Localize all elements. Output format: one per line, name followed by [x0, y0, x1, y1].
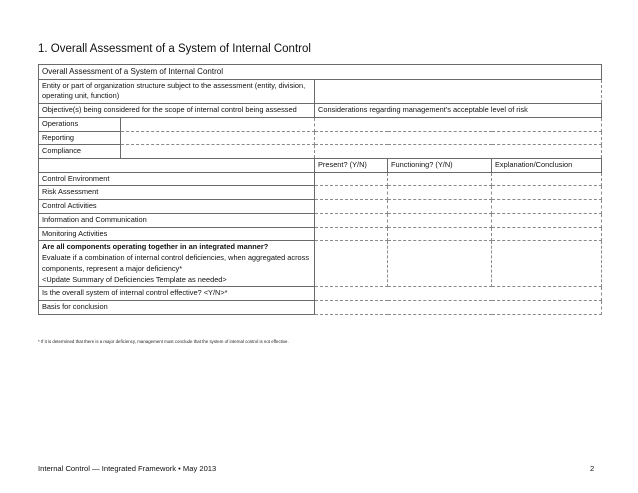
basis-row: [39, 301, 602, 315]
integrated-cell: [39, 241, 315, 287]
present-field[interactable]: [315, 172, 388, 186]
functioning-field[interactable]: [388, 213, 492, 227]
objective-row: [39, 117, 602, 131]
objective-field-compliance[interactable]: [121, 145, 315, 159]
integrated-explanation-field[interactable]: [492, 241, 602, 287]
component-label: Monitoring Activities: [39, 227, 315, 241]
consideration-field-compliance[interactable]: [315, 145, 602, 159]
entity-label: Entity or part of organization structure subject to the assessment (entity, division, operating unit, function): [39, 79, 315, 103]
objective-label: Operations: [39, 117, 121, 131]
present-field[interactable]: [315, 186, 388, 200]
objective-label: Reporting: [39, 131, 121, 145]
functioning-field[interactable]: [388, 186, 492, 200]
entity-field[interactable]: [315, 79, 602, 103]
considerations-label: Considerations regarding management’s acceptable level of risk: [315, 104, 602, 118]
objective-field-operations[interactable]: [121, 117, 315, 131]
functioning-field[interactable]: [388, 200, 492, 214]
present-field[interactable]: [315, 227, 388, 241]
present-field[interactable]: [315, 213, 388, 227]
functioning-field[interactable]: [388, 227, 492, 241]
objective-field-reporting[interactable]: [121, 131, 315, 145]
consideration-field-operations[interactable]: [315, 117, 602, 131]
footnote: * If it is determined that there is a major deficiency, management must conclude that the system of internal control is not effective.: [38, 339, 289, 344]
component-row: [39, 213, 602, 227]
component-label: Risk Assessment: [39, 186, 315, 200]
effective-field[interactable]: [315, 287, 602, 301]
objective-row: [39, 145, 602, 159]
column-header-row: [39, 159, 602, 173]
consideration-field-reporting[interactable]: [315, 131, 602, 145]
integrated-placeholder: <Update Summary of Deficiencies Template as needed>: [42, 274, 227, 284]
table-header-row: [39, 65, 602, 80]
integrated-row: [39, 241, 602, 287]
assessment-table: [38, 64, 602, 315]
page-number: 2: [590, 464, 595, 473]
integrated-text: Evaluate if a combination of internal control deficiencies, when aggregated across components, represent a major deficiency*: [42, 253, 310, 273]
column-header-functioning: Functioning? (Y/N): [388, 159, 492, 173]
integrated-functioning-field[interactable]: [388, 241, 492, 287]
column-header-blank: [39, 159, 315, 173]
effective-row: [39, 287, 602, 301]
column-header-present: Present? (Y/N): [315, 159, 388, 173]
component-row: [39, 186, 602, 200]
footer-text: Internal Control — Integrated Framework • May 2013: [38, 464, 217, 473]
component-label: Control Environment: [39, 172, 315, 186]
component-row: [39, 200, 602, 214]
explanation-field[interactable]: [492, 213, 602, 227]
column-header-explanation: Explanation/Conclusion: [492, 159, 602, 173]
functioning-field[interactable]: [388, 172, 492, 186]
table-header: Overall Assessment of a System of Internal Control: [39, 65, 602, 80]
explanation-field[interactable]: [492, 186, 602, 200]
page-title: 1. Overall Assessment of a System of Internal Control: [38, 43, 311, 55]
integrated-question: Are all components operating together in an integrated manner?: [42, 242, 269, 252]
component-label: Control Activities: [39, 200, 315, 214]
basis-field[interactable]: [315, 301, 602, 315]
entity-row: [39, 79, 602, 103]
explanation-field[interactable]: [492, 227, 602, 241]
present-field[interactable]: [315, 200, 388, 214]
explanation-field[interactable]: [492, 200, 602, 214]
component-row: [39, 227, 602, 241]
objective-row: [39, 131, 602, 145]
integrated-present-field[interactable]: [315, 241, 388, 287]
effective-question: Is the overall system of internal control effective? <Y/N>*: [39, 287, 315, 301]
objective-label: Compliance: [39, 145, 121, 159]
explanation-field[interactable]: [492, 172, 602, 186]
component-label: Information and Communication: [39, 213, 315, 227]
component-row: [39, 172, 602, 186]
objectives-label: Objective(s) being considered for the scope of internal control being assessed: [39, 104, 315, 118]
objectives-row: [39, 104, 602, 118]
basis-label: Basis for conclusion: [39, 301, 315, 315]
